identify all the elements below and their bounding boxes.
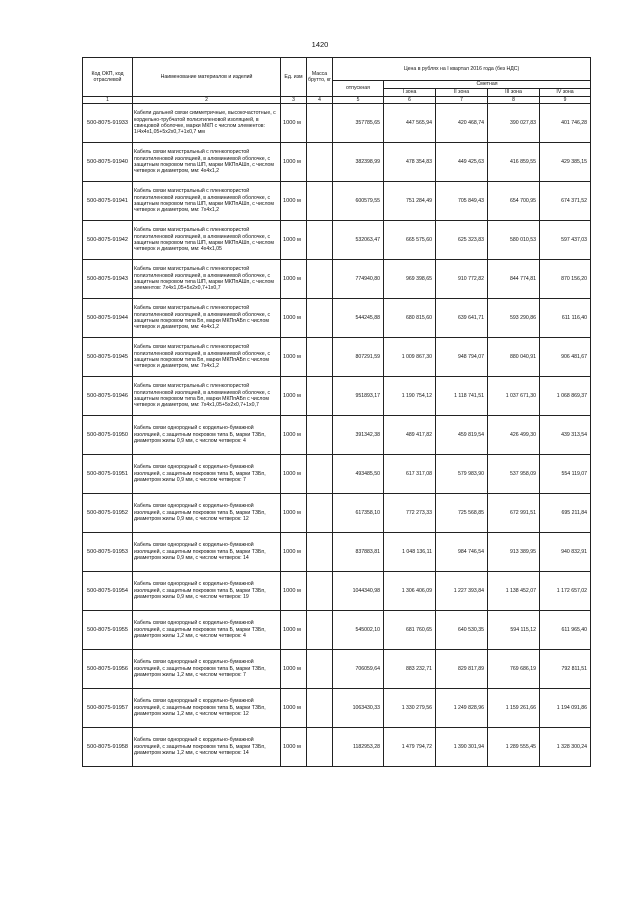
column-number: 1: [83, 97, 133, 104]
cell-release-price: 1182953,28: [333, 728, 384, 767]
cell-release-price: 544245,88: [333, 299, 384, 338]
cell-name: Кабель связи однородный с кордельно-бумажной изоляцией, с защитным покровом типа Б, марки ТЗБп, диаметром жилы 0,9 мм, с числом четверок: 19: [133, 572, 281, 611]
cell-code: 500-8075-91933: [83, 104, 133, 143]
table-body: [83, 104, 591, 767]
cell-code: 500-8075-91945: [83, 338, 133, 377]
column-number: 9: [540, 97, 591, 104]
table-row: [83, 416, 591, 455]
cell-zone4-price: 792 811,51: [540, 650, 591, 689]
cell-zone3-price: 844 774,81: [488, 260, 540, 299]
header-code: Код ОКП, код отраслевой: [83, 58, 133, 97]
cell-mass: [307, 377, 333, 416]
column-number: 5: [333, 97, 384, 104]
cell-release-price: 837883,81: [333, 533, 384, 572]
cell-zone2-price: 705 849,43: [436, 182, 488, 221]
cell-mass: [307, 104, 333, 143]
cell-unit: 1000 м: [281, 377, 307, 416]
cell-mass: [307, 650, 333, 689]
cell-mass: [307, 728, 333, 767]
cell-zone2-price: 625 323,83: [436, 221, 488, 260]
cell-zone3-price: 1 159 261,66: [488, 689, 540, 728]
cell-release-price: 1044340,98: [333, 572, 384, 611]
header-mass: Масса брутто, кг: [307, 58, 333, 97]
cell-zone1-price: 489 417,82: [384, 416, 436, 455]
cell-release-price: 706059,64: [333, 650, 384, 689]
cell-zone2-price: 1 227 393,84: [436, 572, 488, 611]
cell-release-price: 1063430,33: [333, 689, 384, 728]
table-row: [83, 494, 591, 533]
cell-mass: [307, 611, 333, 650]
cell-unit: 1000 м: [281, 221, 307, 260]
cell-zone2-price: 459 819,54: [436, 416, 488, 455]
cell-mass: [307, 221, 333, 260]
cell-zone4-price: 611 965,40: [540, 611, 591, 650]
cell-release-price: 532063,47: [333, 221, 384, 260]
cell-zone1-price: 1 479 794,72: [384, 728, 436, 767]
table-row: [83, 299, 591, 338]
cell-code: 500-8075-91940: [83, 143, 133, 182]
cell-zone2-price: 449 425,63: [436, 143, 488, 182]
cell-zone1-price: 969 398,65: [384, 260, 436, 299]
cell-zone2-price: 910 772,82: [436, 260, 488, 299]
cell-name: Кабель связи магистральный с пленкопористой полиэтиленовой изоляцией, в алюминиевой оболочке, с защитным покровом типа ШП, марки МКПпАШп, с числом элементов: 7х4х1,05+5х2х0,7+1х0,7: [133, 260, 281, 299]
cell-unit: 1000 м: [281, 182, 307, 221]
cell-zone3-price: 1 138 452,07: [488, 572, 540, 611]
cell-code: 500-8075-91942: [83, 221, 133, 260]
cell-name: Кабели дальней связи симметричные, высокочастотные, с кордельно-трубчатой полиэтиленовой изоляцией, в свинцовой оболочке, марки МКП с числом элементов: 1/4х4х1,05+5х2х0,7+1х0,7 мм: [133, 104, 281, 143]
column-number: 2: [133, 97, 281, 104]
table-row: [83, 260, 591, 299]
cell-zone2-price: 1 249 828,96: [436, 689, 488, 728]
cell-unit: 1000 м: [281, 689, 307, 728]
cell-zone2-price: 829 817,89: [436, 650, 488, 689]
cell-release-price: 382398,99: [333, 143, 384, 182]
cell-code: 500-8075-91944: [83, 299, 133, 338]
cell-name: Кабель связи магистральный с пленкопористой полиэтиленовой изоляцией, в алюминиевой оболочке, с защитным покровом типа ШП, марки МКПпАШп, с числом четверок и диаметром, мм: 4х4х1,05: [133, 221, 281, 260]
cell-zone3-price: 1 037 671,30: [488, 377, 540, 416]
cell-zone2-price: 1 118 741,51: [436, 377, 488, 416]
cell-code: 500-8075-91957: [83, 689, 133, 728]
cell-zone3-price: 880 040,91: [488, 338, 540, 377]
header-zone4: IV зона: [540, 89, 591, 97]
table-row: [83, 611, 591, 650]
cell-unit: 1000 м: [281, 299, 307, 338]
cell-name: Кабель связи однородный с кордельно-бумажной изоляцией, с защитным покровом типа Б, марки ТЗБп, диаметром жилы 0,9 мм, с числом четверок: 14: [133, 533, 281, 572]
cell-code: 500-8075-91941: [83, 182, 133, 221]
cell-code: 500-8075-91946: [83, 377, 133, 416]
table-row: [83, 728, 591, 767]
cell-code: 500-8075-91952: [83, 494, 133, 533]
cell-unit: 1000 м: [281, 728, 307, 767]
cell-name: Кабель связи магистральный с пленкопористой полиэтиленовой изоляцией, в алюминиевой оболочке, с защитным покровом типа Бп, марки МКПпАБп с числом четверок и диаметром, мм: 7х4х1,2: [133, 338, 281, 377]
cell-zone4-price: 429 385,15: [540, 143, 591, 182]
cell-zone1-price: 1 330 279,56: [384, 689, 436, 728]
cell-unit: 1000 м: [281, 533, 307, 572]
cell-zone4-price: 1 194 091,86: [540, 689, 591, 728]
cell-zone2-price: 579 983,90: [436, 455, 488, 494]
cell-name: Кабель связи магистральный с пленкопористой полиэтиленовой изоляцией, в алюминиевой оболочке, с защитным покровом типа ШП, марки МКПпАШп, с числом четверок и диаметром, мм: 4х4х1,2: [133, 143, 281, 182]
cell-code: 500-8075-91950: [83, 416, 133, 455]
table-row: [83, 689, 591, 728]
table-row: [83, 182, 591, 221]
cell-zone4-price: 940 832,91: [540, 533, 591, 572]
cell-zone3-price: 580 010,53: [488, 221, 540, 260]
cell-unit: 1000 м: [281, 611, 307, 650]
cell-zone4-price: 401 746,28: [540, 104, 591, 143]
table-row: [83, 377, 591, 416]
cell-zone2-price: 639 641,71: [436, 299, 488, 338]
cell-zone4-price: 1 172 657,02: [540, 572, 591, 611]
cell-zone3-price: 594 115,12: [488, 611, 540, 650]
cell-zone3-price: 1 289 555,45: [488, 728, 540, 767]
cell-unit: 1000 м: [281, 572, 307, 611]
cell-code: 500-8075-91953: [83, 533, 133, 572]
cell-mass: [307, 455, 333, 494]
cell-zone1-price: 1 306 406,09: [384, 572, 436, 611]
cell-zone1-price: 681 760,65: [384, 611, 436, 650]
cell-mass: [307, 416, 333, 455]
cell-release-price: 391342,38: [333, 416, 384, 455]
cell-code: 500-8075-91956: [83, 650, 133, 689]
header-price-caption: Цена в рублях на I квартал 2016 года (без НДС): [333, 58, 591, 81]
cell-zone2-price: 948 794,07: [436, 338, 488, 377]
cell-zone4-price: 674 371,52: [540, 182, 591, 221]
table-row: [83, 338, 591, 377]
cell-unit: 1000 м: [281, 494, 307, 533]
cell-name: Кабель связи магистральный с пленкопористой полиэтиленовой изоляцией, в алюминиевой оболочке, с защитным покровом типа Бп, марки МКПпАБп с числом четверок и диаметром, мм: 4х4х1,2: [133, 299, 281, 338]
cell-zone4-price: 870 156,20: [540, 260, 591, 299]
header-release: отпускная: [333, 81, 384, 97]
cell-name: Кабель связи однородный с кордельно-бумажной изоляцией, с защитным покровом типа Б, марки ТЗБп, диаметром жилы 1,2 мм, с числом четверок: 14: [133, 728, 281, 767]
cell-zone3-price: 390 027,83: [488, 104, 540, 143]
column-number: 7: [436, 97, 488, 104]
cell-release-price: 357785,65: [333, 104, 384, 143]
cell-name: Кабель связи магистральный с пленкопористой полиэтиленовой изоляцией, в алюминиевой оболочке, с защитным покровом типа ШП, марки МКПпАШп, с числом четверок и диаметром, мм: 7х4х1,2: [133, 182, 281, 221]
cell-release-price: 545002,10: [333, 611, 384, 650]
cell-mass: [307, 299, 333, 338]
cell-mass: [307, 533, 333, 572]
column-number-row: [83, 97, 591, 104]
cell-mass: [307, 338, 333, 377]
cell-mass: [307, 260, 333, 299]
cell-release-price: 951893,17: [333, 377, 384, 416]
cell-zone4-price: 554 119,07: [540, 455, 591, 494]
cell-zone2-price: 420 468,74: [436, 104, 488, 143]
table-row: [83, 221, 591, 260]
cell-mass: [307, 689, 333, 728]
cell-zone2-price: 640 530,35: [436, 611, 488, 650]
cell-zone4-price: 1 328 300,24: [540, 728, 591, 767]
cell-zone4-price: 906 481,67: [540, 338, 591, 377]
cell-code: 500-8075-91951: [83, 455, 133, 494]
header-name: Наименование материалов и изделий: [133, 58, 281, 97]
cell-zone3-price: 913 389,95: [488, 533, 540, 572]
cell-code: 500-8075-91958: [83, 728, 133, 767]
cell-code: 500-8075-91955: [83, 611, 133, 650]
cell-zone1-price: 883 232,71: [384, 650, 436, 689]
cell-name: Кабель связи однородный с кордельно-бумажной изоляцией, с защитным покровом типа Б, марки ТЗБп, диаметром жилы 0,9 мм, с числом четверок: 4: [133, 416, 281, 455]
cell-zone1-price: 1 048 136,11: [384, 533, 436, 572]
cell-mass: [307, 572, 333, 611]
cell-zone3-price: 654 700,95: [488, 182, 540, 221]
cell-unit: 1000 м: [281, 650, 307, 689]
cell-zone2-price: 984 746,54: [436, 533, 488, 572]
cell-unit: 1000 м: [281, 416, 307, 455]
cell-zone3-price: 416 859,55: [488, 143, 540, 182]
cell-zone2-price: 1 390 301,94: [436, 728, 488, 767]
cell-zone1-price: 772 273,33: [384, 494, 436, 533]
cell-release-price: 493485,50: [333, 455, 384, 494]
column-number: 4: [307, 97, 333, 104]
cell-name: Кабель связи магистральный с пленкопористой полиэтиленовой изоляцией, в алюминиевой оболочке, с защитным покровом типа Бп, марки МКПпАБп с числом четверок и диаметром, мм: 7х4х1,05+5х2х0,7+1х0,7: [133, 377, 281, 416]
cell-zone3-price: 672 991,51: [488, 494, 540, 533]
price-table: [82, 57, 591, 767]
cell-name: Кабель связи однородный с кордельно-бумажной изоляцией, с защитным покровом типа Б, марки ТЗБп, диаметром жилы 1,2 мм, с числом четверок: 7: [133, 650, 281, 689]
column-number: 8: [488, 97, 540, 104]
cell-name: Кабель связи однородный с кордельно-бумажной изоляцией, с защитным покровом типа Б, марки ТЗБп, диаметром жилы 0,9 мм, с числом четверок: 7: [133, 455, 281, 494]
table-row: [83, 533, 591, 572]
cell-code: 500-8075-91954: [83, 572, 133, 611]
header-zone3: III зона: [488, 89, 540, 97]
page-number: 1420: [311, 40, 329, 49]
cell-release-price: 600579,55: [333, 182, 384, 221]
cell-code: 500-8075-91943: [83, 260, 133, 299]
cell-name: Кабель связи однородный с кордельно-бумажной изоляцией, с защитным покровом типа Б, марки ТЗБп, диаметром жилы 1,2 мм, с числом четверок: 12: [133, 689, 281, 728]
cell-unit: 1000 м: [281, 260, 307, 299]
cell-mass: [307, 494, 333, 533]
cell-release-price: 774940,80: [333, 260, 384, 299]
cell-zone3-price: 593 290,86: [488, 299, 540, 338]
cell-zone1-price: 1 009 867,30: [384, 338, 436, 377]
cell-zone4-price: 597 437,03: [540, 221, 591, 260]
cell-zone4-price: 1 068 869,37: [540, 377, 591, 416]
cell-zone3-price: 426 499,30: [488, 416, 540, 455]
table-row: [83, 650, 591, 689]
cell-zone4-price: 611 116,40: [540, 299, 591, 338]
column-number: 3: [281, 97, 307, 104]
header-zone1: I зона: [384, 89, 436, 97]
header-estimate: Сметная: [384, 81, 591, 89]
header-zone2: II зона: [436, 89, 488, 97]
cell-name: Кабель связи однородный с кордельно-бумажной изоляцией, с защитным покровом типа Б, марки ТЗБп, диаметром жилы 1,2 мм, с числом четверок: 4: [133, 611, 281, 650]
cell-zone1-price: 617 317,08: [384, 455, 436, 494]
cell-zone3-price: 537 958,09: [488, 455, 540, 494]
cell-zone3-price: 769 686,19: [488, 650, 540, 689]
cell-zone1-price: 447 565,94: [384, 104, 436, 143]
header-unit: Ед. изм: [281, 58, 307, 97]
table-row: [83, 104, 591, 143]
cell-zone1-price: 1 190 754,12: [384, 377, 436, 416]
cell-unit: 1000 м: [281, 455, 307, 494]
cell-mass: [307, 143, 333, 182]
cell-unit: 1000 м: [281, 143, 307, 182]
cell-zone1-price: 665 575,60: [384, 221, 436, 260]
cell-zone2-price: 725 568,85: [436, 494, 488, 533]
table-row: [83, 572, 591, 611]
cell-zone1-price: 680 815,60: [384, 299, 436, 338]
cell-zone1-price: 478 354,83: [384, 143, 436, 182]
cell-zone4-price: 695 211,84: [540, 494, 591, 533]
cell-release-price: 807291,59: [333, 338, 384, 377]
cell-release-price: 617358,10: [333, 494, 384, 533]
cell-zone1-price: 751 284,49: [384, 182, 436, 221]
table-row: [83, 455, 591, 494]
cell-unit: 1000 м: [281, 338, 307, 377]
cell-zone4-price: 439 313,54: [540, 416, 591, 455]
cell-mass: [307, 182, 333, 221]
table-row: [83, 143, 591, 182]
cell-unit: 1000 м: [281, 104, 307, 143]
cell-name: Кабель связи однородный с кордельно-бумажной изоляцией, с защитным покровом типа Б, марки ТЗБп, диаметром жилы 0,9 мм, с числом четверок: 12: [133, 494, 281, 533]
column-number: 6: [384, 97, 436, 104]
